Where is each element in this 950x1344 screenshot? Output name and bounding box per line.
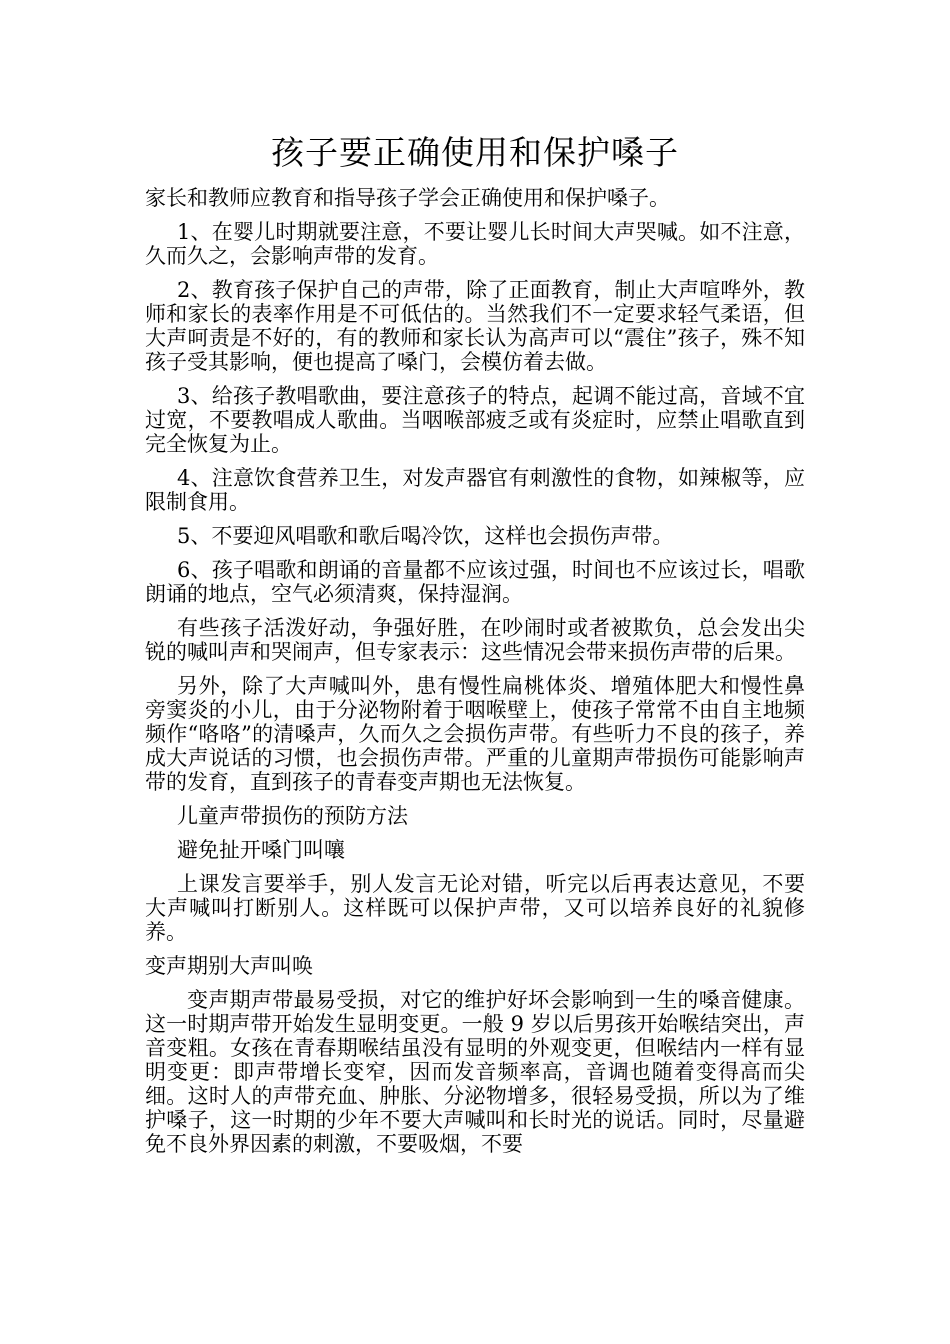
document-body [145,120,805,1166]
paragraph-item-5: 5、不要迎风唱歌和歌后喝冷饮，这样也会损伤声带。 [177,524,674,548]
paragraph-intro: 家长和教师应教育和指导孩子学会正确使用和保护嗓子。 [145,186,670,210]
paragraph-item-1: 1、在婴儿时期就要注意，不要让婴儿长时间大声哭喊。如不注意，久而久之，会影响声带的发育。 [145,220,805,268]
document-title: 孩子要正确使用和保护嗓子 [271,133,679,172]
subheading-voice-change: 变声期别大声叫唤 [145,954,313,978]
paragraph-active-children: 有些孩子活泼好动，争强好胜，在吵闹时或者被欺负，总会发出尖锐的喊叫声和哭闹声，但专家表示：这些情况会带来损伤声带的后果。 [145,616,805,664]
paragraph-item-4: 4、注意饮食营养卫生，对发声器官有刺激性的食物，如辣椒等，应限制食用。 [145,466,805,514]
section-heading-prevention: 儿童声带损伤的预防方法 [177,804,408,828]
paragraph-item-2: 2、教育孩子保护自己的声带，除了正面教育，制止大声喧哗外，教师和家长的表率作用是不可低估的。当然我们不一定要求轻气柔语，但大声呵责是不好的，有的教师和家长认为高声可以“震住”孩子，殊不知孩子受其影响，便也提高了嗓门，会模仿着去做。 [145,278,805,374]
paragraph-voice-change: 变声期声带最易受损，对它的维护好坏会影响到一生的嗓音健康。这一时期声带开始发生显明变更。一般 9 岁以后男孩开始喉结突出，声音变粗。女孩在青春期喉结虽没有显明的外观变更，但喉结内一样有显明变更：即声带增长变窄，因而发音频率高，音调也随着变得高而尖细。这时人的声带充血、肿胀、分泌物增多，很轻易受损，所以为了维护嗓子，这一时期的少年不要大声喊叫和长时光的说话。同时，尽量避免不良外界因素的刺激，不要吸烟，不要 [145,988,805,1156]
paragraph-other-causes: 另外，除了大声喊叫外，患有慢性扁桃体炎、增殖体肥大和慢性鼻旁窦炎的小儿，由于分泌物附着于咽喉壁上，使孩子常常不由自主地频频作“咯咯”的清嗓声，久而久之会损伤声带。有些听力不良的孩子，养成大声说话的习惯，也会损伤声带。严重的儿童期声带损伤可能影响声带的发育，直到孩子的青春变声期也无法恢复。 [145,674,805,794]
paragraph-item-3: 3、给孩子教唱歌曲，要注意孩子的特点，起调不能过高，音域不宜过宽，不要教唱成人歌曲。当咽喉部疲乏或有炎症时，应禁止唱歌直到完全恢复为止。 [145,384,805,456]
subheading-avoid-shouting: 避免扯开嗓门叫嚷 [177,838,345,862]
paragraph-item-6: 6、孩子唱歌和朗诵的音量都不应该过强，时间也不应该过长，唱歌朗诵的地点，空气必须清爽，保持湿润。 [145,558,805,606]
paragraph-raise-hand: 上课发言要举手，别人发言无论对错，听完以后再表达意见，不要大声喊叫打断别人。这样既可以保护声带，又可以培养良好的礼貌修养。 [145,872,805,944]
